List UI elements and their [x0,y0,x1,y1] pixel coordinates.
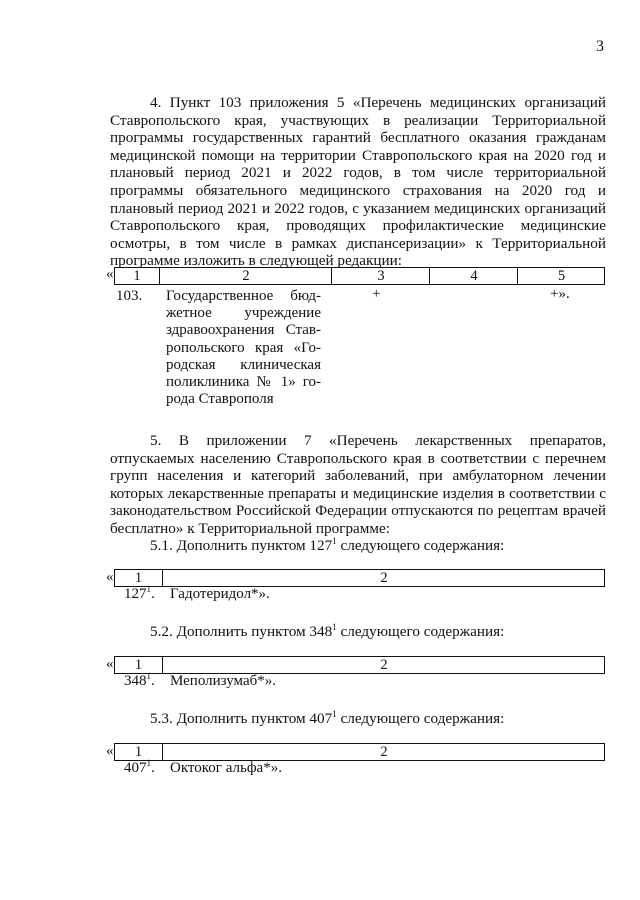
table-row-drug: Гадотеридол*». [170,586,270,602]
table-row-number: 103. [116,288,143,304]
section-5-paragraph [110,432,606,538]
table-row-col5: +». [550,286,570,302]
table-row-number: $348^1$. [124,671,155,689]
table-row-name-line: здравоохранения Став- [166,322,321,339]
table-header-cell: 1 [134,657,143,673]
table-header-cell: 2 [162,744,605,760]
section-4-text: 4. Пункт 103 приложения 5 «Перечень медицинских организаций Ставропольского края, участвующих в реализации Территориальной программы государственных гарантий бесплатного оказания гражданам медицинской помощи на территории Ставропольского края на 2020 год и плановый период 2021 и 2022 годов, в том числе территориальной программы обязательного медицинского страхования на 2020 год и плановый период 2021 и 2022 годов, с указанием медицинских организаций Ставропольского края, проводящих профилактические медицинские осмотры, в том числе в рамках диспансеризации» к Территориальной программе изложить в следующей редакции: [110,94,606,270]
table-row-drug: Меполизумаб*». [170,673,276,689]
table-row-col3: + [372,286,381,302]
item-5-2-label: 5.2. Дополнить пунктом $348^1$ следующего содержания: [150,622,505,640]
table-header-row [114,743,605,761]
table-row-name [166,288,321,408]
table-header-cell: 2 [159,268,332,284]
table-row-number: $127^1$. [124,584,155,602]
table-row-name-line: поликлиника № 1» го- [166,374,321,391]
table-header-row [114,656,605,674]
item-5-1-label: 5.1. Дополнить пунктом $127^1$ следующего содержания: [150,536,505,554]
table-header-row [114,267,605,285]
table-open-quote: « [106,743,114,759]
section-5-text: 5. В приложении 7 «Перечень лекарственных препаратов, отпускаемых населению Ставропольского края в соответствии с перечнем групп населения и категорий заболеваний, при амбулаторном лечении которых лекарственные препараты и медицинские изделия в соответствии с законодательством Российской Федерации отпускаются по рецептам врачей бесплатно» к Территориальной программе: [110,432,606,537]
table-header-row [114,569,605,587]
table-header-cell: 5 [517,268,605,284]
table-open-quote: « [106,569,114,585]
table-header-cell: 2 [162,657,605,673]
table-row-name-line: рода Ставрополя [166,391,274,408]
section-4-paragraph [110,94,606,270]
table-row-name-line: жетное учреждение [166,305,321,322]
table-row-number: $407^1$. [124,758,155,776]
table-row-name-line: ропольского края «Го- [166,339,321,356]
page-number: 3 [596,38,604,55]
table-open-quote: « [106,656,114,672]
table-header-cell: 1 [134,570,143,586]
table-header-cell: 4 [429,268,518,284]
table-open-quote: « [106,266,114,282]
table-row-name-line: родская клиническая [166,356,321,373]
table-header-cell: 2 [162,570,605,586]
table-header-cell: 1 [133,268,141,284]
item-5-3-label: 5.3. Дополнить пунктом $407^1$ следующего содержания: [150,709,505,727]
table-header-cell: 3 [331,268,430,284]
table-header-cell: 1 [134,744,143,760]
table-row-name-line: Государственное бюд- [166,288,321,304]
table-row-drug: Октоког альфа*». [170,760,282,776]
